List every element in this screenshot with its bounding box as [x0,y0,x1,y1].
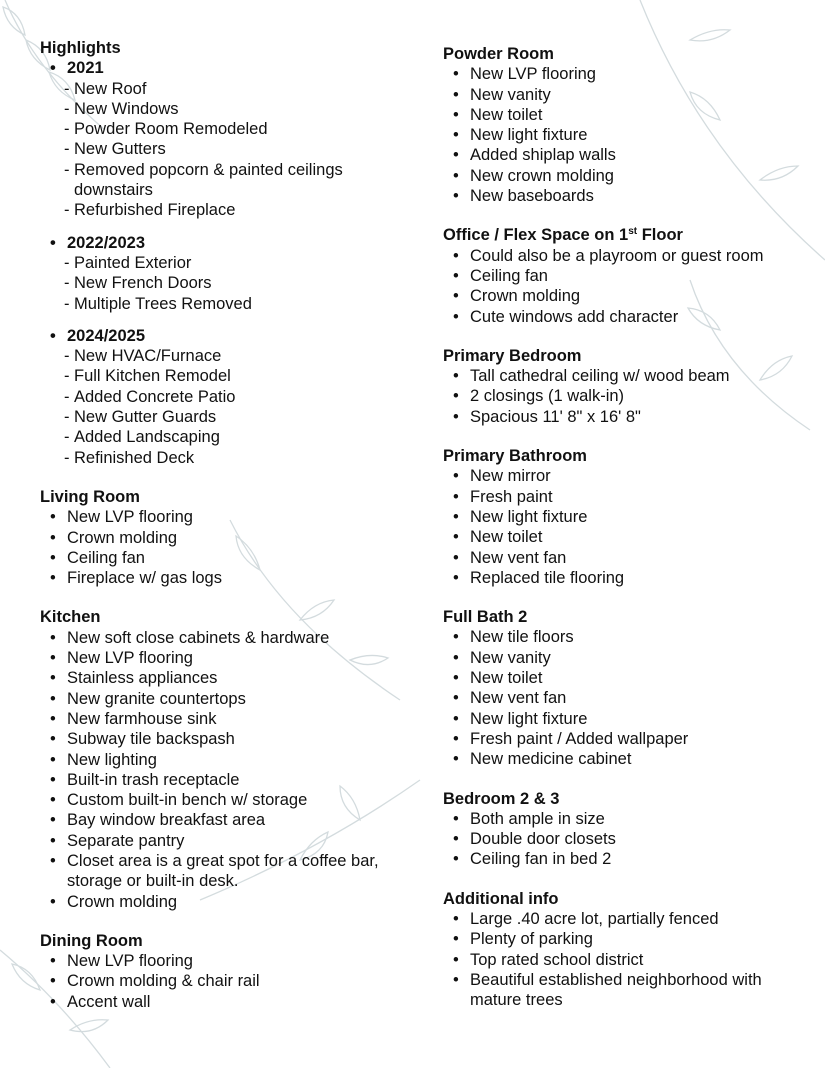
section-title: Kitchen [40,608,101,627]
list-item: - Added Landscaping [40,427,410,447]
office-section [443,225,808,326]
list-item: • New toilet [443,105,808,125]
list-item: - New HVAC/Furnace [40,346,410,366]
section-title: Full Bath 2 [443,608,528,627]
section-title: Bedroom 2 & 3 [443,789,560,808]
title-text: Floor [637,226,683,245]
list-item: - Powder Room Remodeled [40,119,410,139]
list-item: • 2 closings (1 walk-in) [443,386,808,406]
list-item: • Double door closets [443,829,808,849]
list-item: • Separate pantry [40,831,410,851]
feature-list [443,627,808,769]
year-title: • 2022/2023 [40,233,410,253]
list-item: • Subway tile backspash [40,729,410,749]
list-item: • Large .40 acre lot, partially fenced [443,909,808,929]
section-title: Living Room [40,487,140,506]
list-item: • New LVP flooring [40,648,410,668]
list-item: - Refinished Deck [40,448,410,468]
list-item: • Cute windows add character [443,307,808,327]
title-text: Office / Flex Space on 1 [443,226,629,245]
year-title: • 2021 [40,58,410,78]
list-item: - Added Concrete Patio [40,387,410,407]
year-list [40,346,410,468]
list-item: • New lighting [40,750,410,770]
list-item: • Fresh paint / Added wallpaper [443,729,808,749]
right-column [443,44,808,1029]
year-title: • 2024/2025 [40,326,410,346]
list-item: - New Windows [40,99,410,119]
list-item: • Custom built-in bench w/ storage [40,790,410,810]
feature-list [443,466,808,588]
list-item: - Removed popcorn & painted ceilings downstairs [40,160,410,201]
feature-list [443,909,808,1010]
section-title: Highlights [40,39,121,57]
list-item: • Fireplace w/ gas logs [40,568,410,588]
list-item: • New LVP flooring [40,951,410,971]
list-item: • Plenty of parking [443,929,808,949]
feature-list [443,246,808,327]
year-group [40,326,410,468]
feature-list [40,628,410,912]
kitchen-section [40,607,410,911]
list-item: - Painted Exterior [40,253,410,273]
list-item: • Crown molding [40,892,410,912]
list-item: • New crown molding [443,166,808,186]
list-item: • New granite countertops [40,689,410,709]
list-item: • Closet area is a great spot for a coffee bar, storage or built-in desk. [40,851,410,892]
list-item: • New toilet [443,668,808,688]
list-item: • New soft close cabinets & hardware [40,628,410,648]
living-room-section [40,487,410,588]
list-item: • Spacious 11' 8" x 16' 8" [443,407,808,427]
list-item: • New light fixture [443,507,808,527]
ordinal-suffix: st [628,226,638,238]
list-item: • Beautiful established neighborhood with mature trees [443,970,808,1011]
list-item: • Built-in trash receptacle [40,770,410,790]
list-item: • New baseboards [443,186,808,206]
list-item: • Ceiling fan [40,548,410,568]
section-title: Primary Bedroom [443,346,582,365]
left-column [40,38,410,1031]
dining-room-section [40,931,410,1012]
full-bath-2-section [443,607,808,769]
list-item: • New vanity [443,85,808,105]
list-item: • New tile floors [443,627,808,647]
list-item: • New toilet [443,527,808,547]
list-item: • Ceiling fan [443,266,808,286]
primary-bedroom-section [443,346,808,427]
list-item: • New LVP flooring [443,64,808,84]
list-item: • New mirror [443,466,808,486]
list-item: • Tall cathedral ceiling w/ wood beam [443,366,808,386]
list-item: - Multiple Trees Removed [40,294,410,314]
list-item: • Replaced tile flooring [443,568,808,588]
feature-list [40,507,410,588]
year-list [40,253,410,314]
year-group [40,58,410,220]
list-item: • Crown molding [443,286,808,306]
list-item: - New French Doors [40,273,410,293]
list-item: • New light fixture [443,709,808,729]
section-title: Primary Bathroom [443,447,587,466]
list-item: • Stainless appliances [40,668,410,688]
list-item: • New vent fan [443,548,808,568]
feature-list [40,951,410,1012]
list-item: • Fresh paint [443,487,808,507]
additional-info-section [443,889,808,1011]
section-title [443,225,808,245]
list-item: • Both ample in size [443,809,808,829]
section-title: Powder Room [443,45,554,63]
feature-list [443,809,808,870]
bedroom-2-3-section [443,789,808,870]
list-item: - New Gutter Guards [40,407,410,427]
list-item: • New vanity [443,648,808,668]
list-item: • Could also be a playroom or guest room [443,246,808,266]
section-title: Additional info [443,889,559,908]
list-item: • Added shiplap walls [443,145,808,165]
list-item: • Bay window breakfast area [40,810,410,830]
section-title: Dining Room [40,931,143,950]
list-item: • New vent fan [443,688,808,708]
list-item: - Full Kitchen Remodel [40,366,410,386]
list-item: • Accent wall [40,992,410,1012]
list-item: • Ceiling fan in bed 2 [443,849,808,869]
year-list [40,79,410,221]
list-item: - New Roof [40,79,410,99]
list-item: • New farmhouse sink [40,709,410,729]
year-group [40,233,410,314]
primary-bathroom-section [443,446,808,588]
feature-list [443,64,808,206]
list-item: - New Gutters [40,139,410,159]
feature-list [443,366,808,427]
list-item: - Refurbished Fireplace [40,200,410,220]
list-item: • New LVP flooring [40,507,410,527]
highlights-section [40,38,410,468]
list-item: • Crown molding & chair rail [40,971,410,991]
list-item: • New medicine cabinet [443,749,808,769]
list-item: • Crown molding [40,528,410,548]
powder-room-section [443,44,808,206]
list-item: • New light fixture [443,125,808,145]
list-item: • Top rated school district [443,950,808,970]
